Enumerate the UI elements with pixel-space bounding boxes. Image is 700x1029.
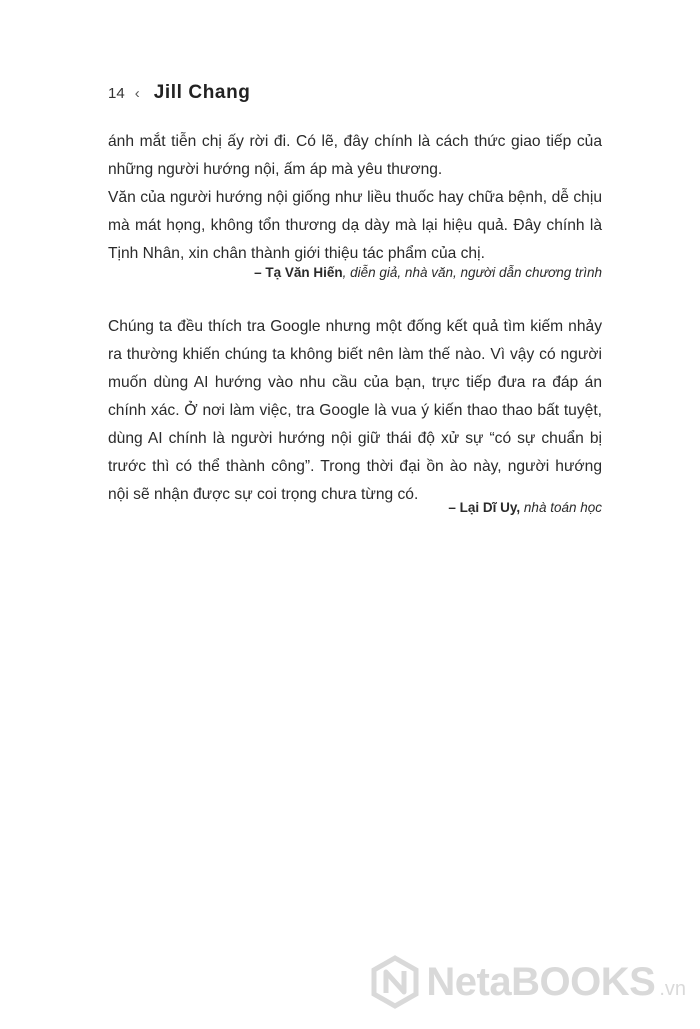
page-number: 14 (108, 85, 125, 102)
watermark-tld: .vn (659, 978, 686, 1000)
endorsement-quote-1 (108, 128, 602, 268)
endorsement-attribution-2 (108, 497, 602, 519)
attribution-2-role: nhà toán học (520, 500, 602, 515)
attribution-2-name: – Lại Dĩ Uy, (448, 500, 521, 515)
running-author: Jill Chang (153, 82, 251, 103)
endorsement-attribution-1 (108, 262, 602, 284)
attribution-1-name: – Tạ Văn Hiến (254, 265, 343, 280)
quote-2-paragraph: Chúng ta đều thích tra Google nhưng một đống kết quả tìm kiếm nhảy ra thường khiến chúng ta không biết nên làm thế nào. Vì vậy có người muốn dùng AI hướng vào nhu cầu của bạn, trực tiếp đưa ra đáp án chính xác. Ở nơi làm việc, tra Google là vua ý kiến thao thao bất tuyệt, dùng AI chính là người hướng nội giữ thái độ xử sự “có sự chuẩn bị trước thì có thể thành công”. Trong thời đại ồn ào này, người hướng nội sẽ nhận được sự coi trọng chưa từng có. (108, 318, 602, 503)
chevron-left-icon: ‹ (134, 85, 140, 102)
watermark-brand: NetaBOOKS (426, 959, 656, 1004)
netabooks-logo-icon (368, 955, 422, 1009)
quote-1-paragraph-1: ánh mắt tiễn chị ấy rời đi. Có lẽ, đây chính là cách thức giao tiếp của những người hướng nội, ấm áp mà yêu thương. (108, 133, 602, 178)
quote-1-paragraph-2: Văn của người hướng nội giống như liều thuốc hay chữa bệnh, dễ chịu mà mát họng, không tổn thương dạ dày mà lại hiệu quả. Đây chính là Tịnh Nhân, xin chân thành giới thiệu tác phẩm của chị. (108, 189, 602, 262)
netabooks-watermark (368, 955, 686, 1009)
attribution-1-role: , diễn giả, nhà văn, người dẫn chương trình (342, 265, 602, 280)
running-header (108, 82, 250, 104)
endorsement-quote-2 (108, 313, 602, 509)
